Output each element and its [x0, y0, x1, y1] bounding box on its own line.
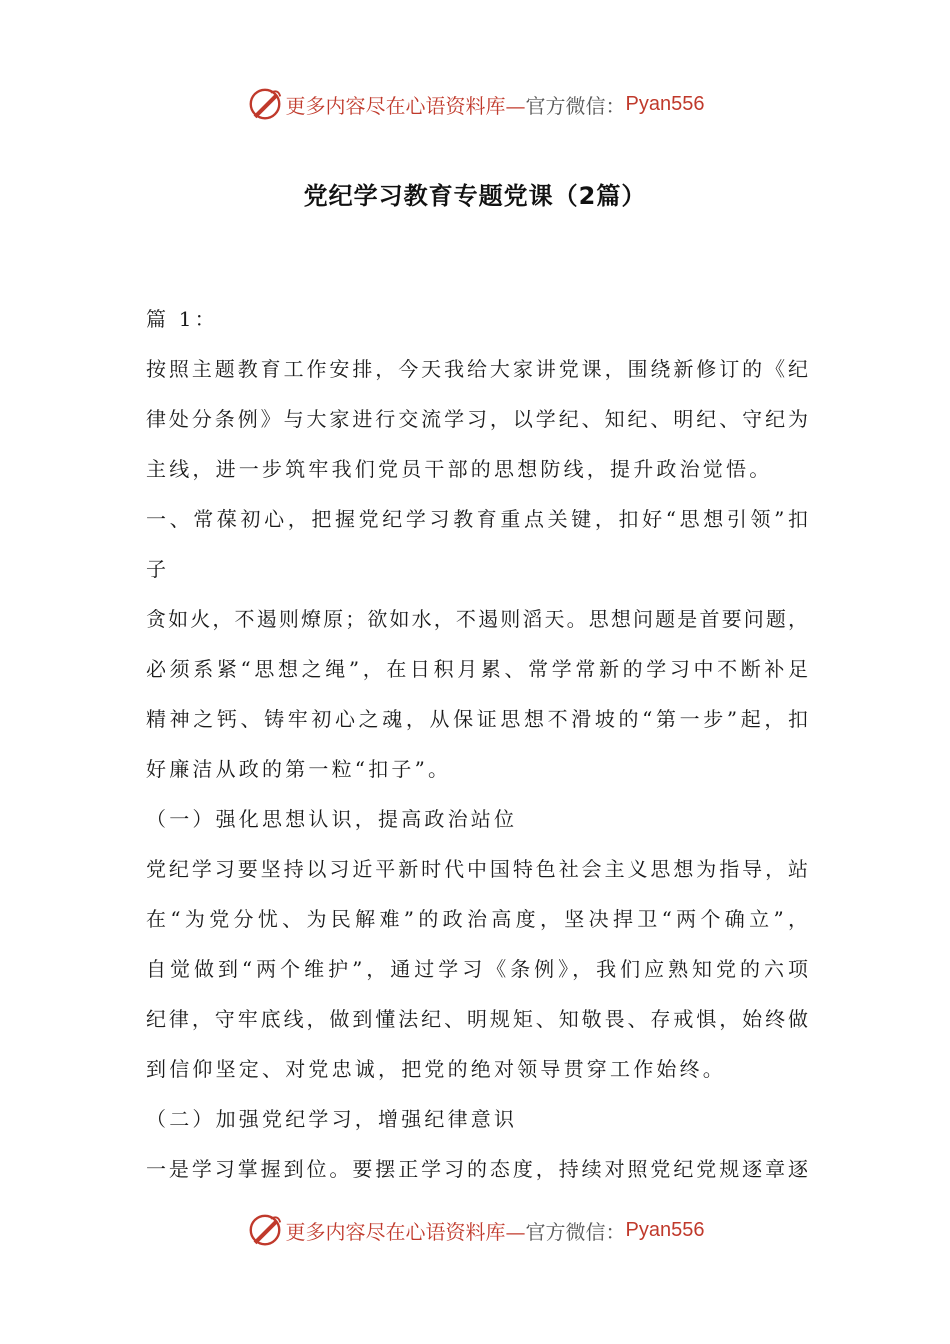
document-title: 党纪学习教育专题党课（2篇） — [303, 182, 647, 210]
paragraph-line: 好廉洁从政的第一粒“扣子”。 — [146, 757, 452, 781]
paragraph-line: 一是学习掌握到位。要摆正学习的态度，持续对照党纪党规逐章逐 — [146, 1157, 808, 1181]
paragraph-line: 精神之钙、铸牢初心之魂，从保证思想不滑坡的“第一步”起，扣 — [146, 707, 808, 731]
paragraph-line: 党纪学习要坚持以习近平新时代中国特色社会主义思想为指导，站 — [146, 857, 808, 881]
banner-text: 更多内容尽在心语资料库— — [285, 1219, 526, 1244]
paragraph-line: 主线，进一步筑牢我们党员干部的思想防线，提升政治觉悟。 — [146, 457, 773, 481]
pen-logo-icon — [246, 1211, 284, 1249]
wechat-label: 官方微信： — [525, 1219, 626, 1244]
banner-text: 更多内容尽在心语资料库— — [285, 93, 526, 118]
heading-line: 子 — [146, 557, 170, 581]
paragraph-line: 必须系紧“思想之绳”，在日积月累、常学常新的学习中不断补足 — [146, 657, 808, 681]
wechat-id: Pyan556 — [625, 1218, 705, 1241]
document-body — [146, 294, 808, 1194]
paragraph-line: 律处分条例》与大家进行交流学习，以学纪、知纪、明纪、守纪为 — [146, 407, 808, 431]
footer-watermark-banner — [0, 1208, 950, 1252]
wechat-label: 官方微信： — [525, 93, 626, 118]
wechat-id: Pyan556 — [625, 92, 705, 115]
subheading-line: （二）加强党纪学习，增强纪律意识 — [146, 1107, 518, 1131]
paragraph-line: 自觉做到“两个维护”，通过学习《条例》，我们应熟知党的六项 — [146, 957, 808, 981]
paragraph-line: 到信仰坚定、对党忠诚，把党的绝对领导贯穿工作始终。 — [146, 1057, 726, 1081]
paragraph-line: 按照主题教育工作安排，今天我给大家讲党课，围绕新修订的《纪 — [146, 357, 808, 381]
pen-logo-icon — [246, 85, 284, 123]
paragraph-line: 在“为党分忧、为民解难”的政治高度，坚决捍卫“两个确立”， — [146, 907, 808, 931]
subheading-line: （一）强化思想认识，提高政治站位 — [146, 807, 518, 831]
paragraph-line: 贪如火，不遏则燎原；欲如水，不遏则滔天。思想问题是首要问题， — [146, 607, 808, 631]
paragraph-line: 纪律，守牢底线，做到懂法纪、明规矩、知敬畏、存戒惧，始终做 — [146, 1007, 808, 1031]
section-label: 篇 1： — [146, 307, 218, 331]
header-watermark-banner — [0, 82, 950, 126]
heading-line: 一、常葆初心，把握党纪学习教育重点关键，扣好“思想引领”扣 — [146, 507, 808, 531]
